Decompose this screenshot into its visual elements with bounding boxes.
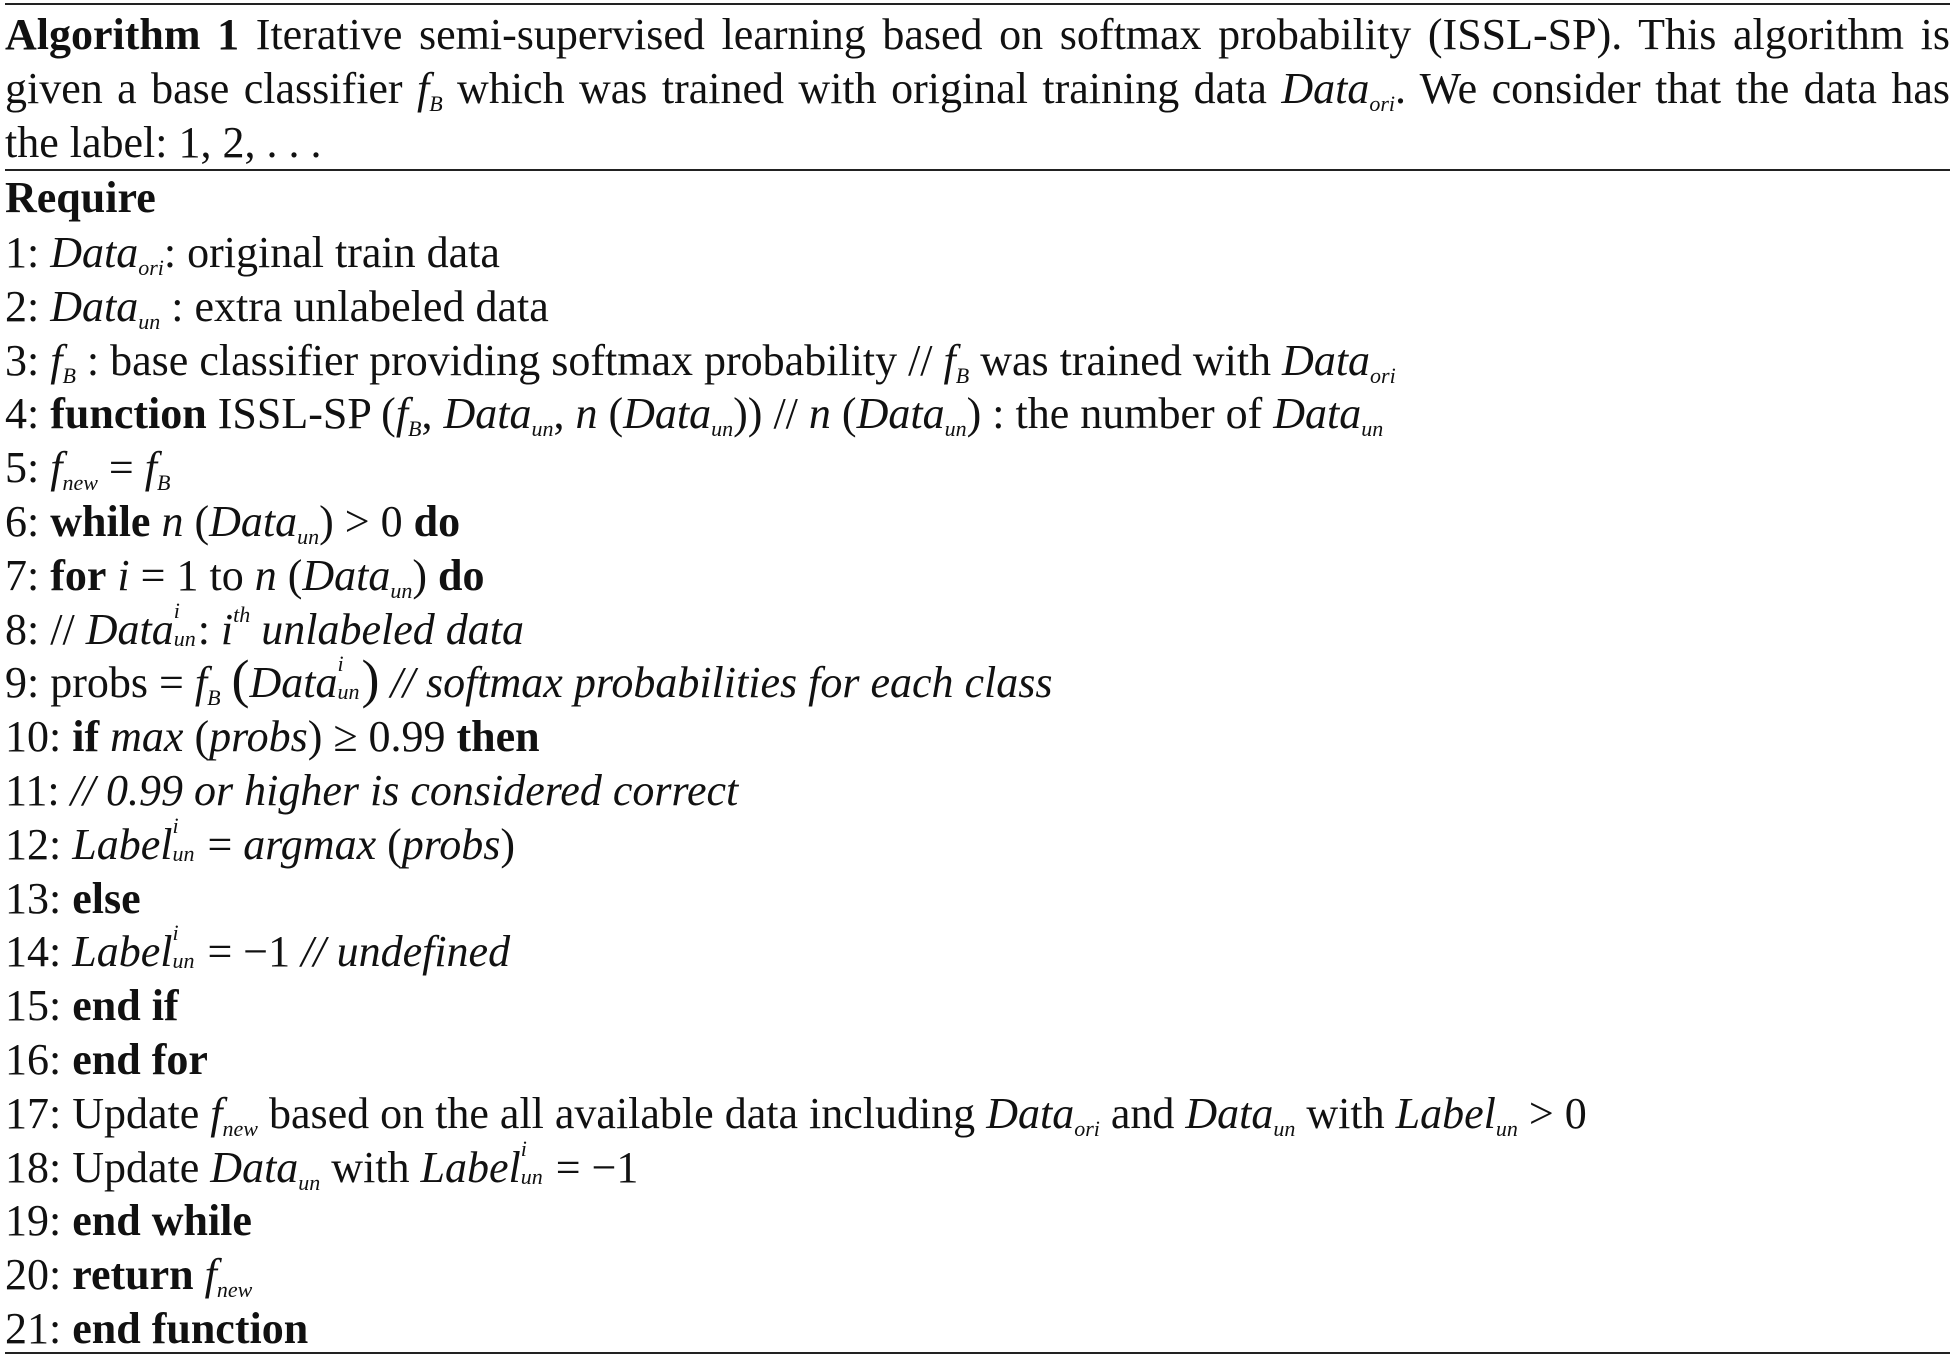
algorithm-line: 9: probs = $f_B$ (Data i un ) // softmax probabilities for each class [5, 649, 1053, 711]
algorithm-line: 8: // Data i un : $i^{th}$ unlabeled data [5, 597, 525, 654]
algorithm-line: 16: end for [5, 1034, 208, 1084]
bottom-rule [5, 1352, 1950, 1354]
require-heading: Require [5, 173, 156, 222]
caption-text-1: Iterative semi-supervised learning based on softmax probability (ISSL-SP). This algorithm is given a base classifier [5, 10, 1951, 113]
algorithm-lines [5, 226, 1945, 1356]
algorithm-line: 20: return $f_{new}$ [5, 1250, 253, 1303]
algorithm-caption: Algorithm 1 Iterative semi-supervised learning based on softmax probability (ISSL-SP). This algorithm is given a base classifier $f_B$ which was trained with original training data Data$_{ori}$. We consider that the data has the label: 1, 2, . . . [5, 10, 1951, 167]
algorithm-line: 13: else [5, 873, 141, 923]
algorithm-line: 7: for i = 1 to n (Data$_{un}$) do [5, 550, 485, 603]
top-rule [5, 3, 1950, 5]
algorithm-line: 14: Label i un = −1 // undefined [5, 920, 511, 977]
caption-rule [5, 169, 1950, 171]
algorithm-line: 17: Update $f_{new}$ based on the all available data including Data$_{ori}$ and Data$_{un}$ with Label$_{un}$ > 0 [5, 1088, 1587, 1141]
algorithm-line: 12: Label i un = argmax (probs) [5, 812, 516, 869]
caption-text-3: . We consider that the data has the label: 1, 2, . . . [5, 64, 1950, 167]
algorithm-line: 4: function ISSL-SP ($f_B$, Data$_{un}$, n (Data$_{un}$)) // n (Data$_{un}$) : the number of Data$_{un}$ [5, 389, 1384, 442]
algorithm-line: 18: Update Data$_{un}$ with Label i un = −1 [5, 1135, 639, 1195]
algorithm-line: 15: end if [5, 981, 179, 1031]
caption-text-2: which was trained with original training data [442, 64, 1282, 113]
algorithm-line: 10: if max (probs) ≥ 0.99 then [5, 712, 540, 762]
algorithm-line: 3: $f_B$ : base classifier providing softmax probability // $f_B$ was trained with Data$_{ori}$ [5, 335, 1396, 388]
algorithm-line: 2: Data$_{un}$ : extra unlabeled data [5, 281, 549, 334]
algorithm-line: 6: while n (Data$_{un}$) > 0 do [5, 496, 461, 549]
algorithm-line: 5: $f_{new} = f_B$ [5, 443, 171, 496]
algorithm-line: 19: end while [5, 1196, 252, 1246]
algorithm-line: 1: Data$_{ori}$: original train data [5, 228, 500, 280]
caption-label: Algorithm 1 [5, 10, 240, 59]
algorithm-line: 11: // 0.99 or higher is considered correct [5, 765, 739, 815]
algorithm-line: 21: end function [5, 1303, 309, 1353]
